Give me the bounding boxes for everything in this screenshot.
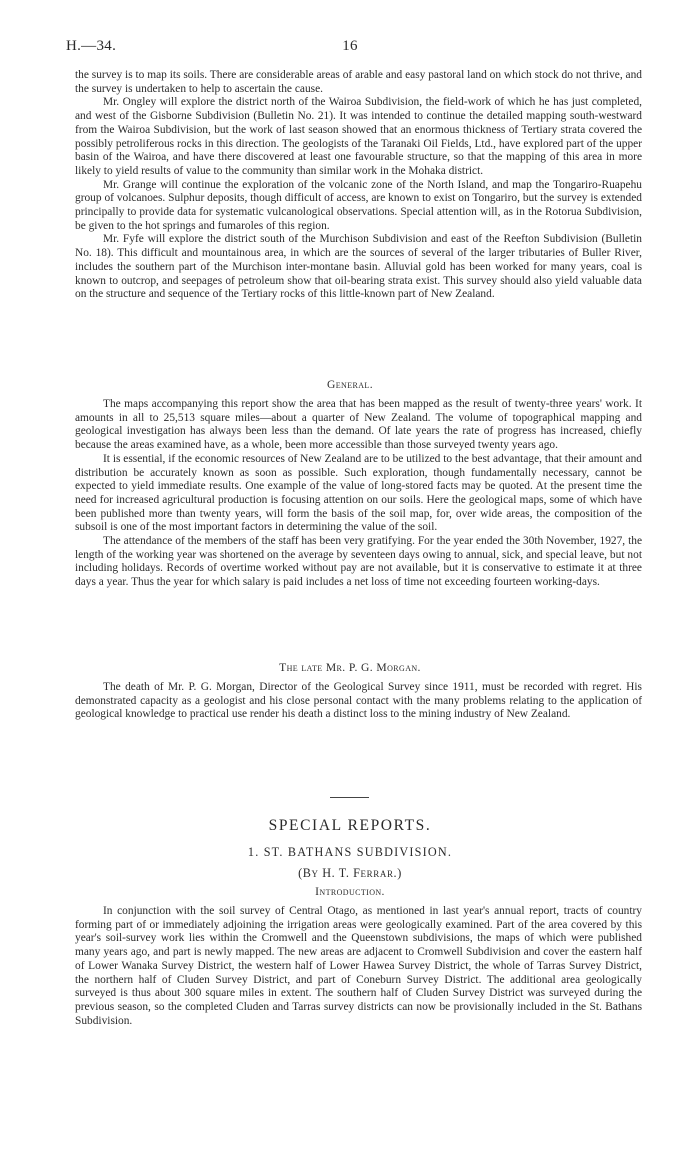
heading-introduction: Introduction. <box>315 885 385 898</box>
paragraph: Mr. Ongley will explore the district north of the Wairoa Subdivision, the field-work of which he has just completed, and west of the Gisborne Subdivision (Bulletin No. 21). It was intended to continue the detailed mapping south-westward from the Wairoa Subdivision, but the work of last season showed that an enormous thickness of Tertiary strata covered the possibly petroliferous rocks in this direction. The geologists of the Taranaki Oil Fields, Ltd., have explored part of the upper basin of the Wairoa, and have there discovered at least one favourable structure, so that the mapping of this area in more likely to yield results of value to the community than similar work in the Mohaka district. <box>75 96 642 177</box>
page-number: 16 <box>342 38 358 54</box>
section-general <box>75 398 642 590</box>
paragraph: The death of Mr. P. G. Morgan, Director of the Geological Survey since 1911, must be recorded with regret. His demonstrated capacity as a geologist and his close personal contact with the many problems relating to the application of geological knowledge to practical use render his death a distinct loss to the mining industry of New Zealand. <box>75 681 642 721</box>
heading-special-reports: SPECIAL REPORTS. <box>268 817 432 834</box>
paragraph: The attendance of the members of the staff has been very gratifying. For the year ended the 30th November, 1927, the length of the working year was shortened on the average by seventeen days owing to annual, sick, and special leave, but not including holidays. Records of overtime worked without pay are not available, but it is conservative to estimate it at three days a year. Thus the year for which salary is paid includes a net loss of time not exceeding fourteen working-days. <box>75 535 642 589</box>
section-divider <box>330 797 369 798</box>
heading-morgan: The late Mr. P. G. Morgan. <box>279 661 421 674</box>
heading-st-bathans: 1. ST. BATHANS SUBDIVISION. <box>247 845 453 859</box>
paragraph: Mr. Grange will continue the exploration of the volcanic zone of the North Island, and map the Tongariro-Ruapehu group of volcanoes. Sulphur deposits, though difficult of access, are known to exist on Tongariro, but the survey is extended principally to provide data for systematic vulcanological observations. Special attention will, as in the Rotorua Subdivision, be given to the hot springs and fumaroles of this region. <box>75 178 642 232</box>
paragraph: In conjunction with the soil survey of Central Otago, as mentioned in last year's annual report, tracts of country forming part of or immediately adjoining the irrigation areas were geologically examined. Part of the area covered by this year's soil-survey work lies within the Cromwell and the Queenstown subdivisions, the maps of which were published many years ago, and part is newly mapped. The new areas are adjacent to Cromwell Subdivision and cover the eastern half of Lower Wanaka Survey District, the western half of Lower Hawea Survey District, the whole of Tarras Survey District, the northern half of Cluden Survey District, and part of Coneburn Survey District. The additional area geologically surveyed is thus about 300 square miles in extent. The southern half of Cluden Survey District was surveyed during the previous season, so the completed Cluden and Tarras survey districts can now be provisionally included in the St. Bathans Subdivision. <box>75 905 642 1027</box>
paragraph: Mr. Fyfe will explore the district south of the Murchison Subdivision and east of the Reefton Subdivision (Bulletin No. 18). This difficult and mountainous area, in which are the sources of several of the larger tributaries of Buller River, includes the southern part of the Murchison inter-montane basin. Alluvial gold has been worked for many years, coal is known to outcrop, and seepages of petroleum show that oil-bearing strata exist. This survey should also yield valuable data on the structure and sequence of the Tertiary rocks of this little-known part of New Zealand. <box>75 233 642 301</box>
section-field-work <box>75 69 642 302</box>
paragraph: The maps accompanying this report show the area that has been mapped as the result of twenty-three years' work. It amounts in all to 25,513 square miles—about a quarter of New Zealand. The volume of topographical mapping and geological investigation has always been less than the demand. Of late years the rate of progress has increased, chiefly because the areas examined have, as a whole, been more accessible than those surveyed twenty years ago. <box>75 398 642 452</box>
paragraph: the survey is to map its soils. There are considerable areas of arable and easy pastoral land on which stock do not thrive, and the survey is undertaken to help to ascertain the cause. <box>75 69 642 95</box>
section-morgan <box>75 681 642 722</box>
document-reference: H.—34. <box>66 38 117 54</box>
author-line: (By H. T. Ferrar.) <box>298 866 402 880</box>
paragraph: It is essential, if the economic resources of New Zealand are to be utilized to the best advantage, that their amount and distribution be accurately known as soon as possible. Such exploration, though fundamentally necessary, cannot be expected to yield immediate results. One example of the value of long-stored facts may be quoted. At the present time the need for increased agricultural production is focusing attention on our soils. Here the geological maps, some of which have been published more than twenty years, will form the basis of the soil map, for, over wide areas, the composition of the subsoil is one of the most important factors in determining the value of the soil. <box>75 452 642 534</box>
heading-general: General. <box>326 378 374 391</box>
section-introduction <box>75 905 642 1028</box>
